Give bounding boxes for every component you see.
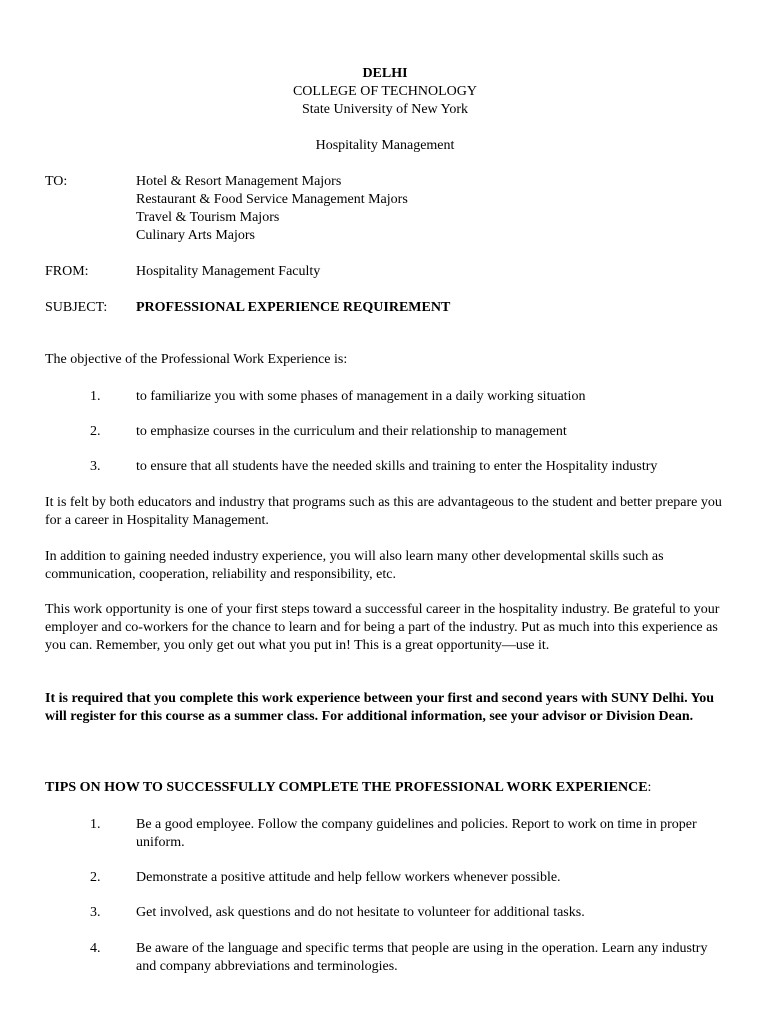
tip-number: 1. [90,817,101,832]
tips-heading-colon: : [647,780,652,795]
paragraph: In addition to gaining needed industry experience, you will also learn many other developmental skills such as communication, cooperation, reliability and responsibility, etc. [45,549,664,582]
requirement-paragraph: It is required that you complete this work experience between your first and second years with SUNY Delhi. You will register for this course as a summer class. For additional information, see your advisor or Division Dean. [45,691,714,724]
objective-text: to ensure that all students have the needed skills and training to enter the Hospitality industry [136,459,658,474]
tips-heading-text: TIPS ON HOW TO SUCCESSFULLY COMPLETE THE PROFESSIONAL WORK EXPERIENCE [45,780,648,795]
tip-text: Demonstrate a positive attitude and help fellow workers whenever possible. [136,870,561,885]
institution-name: DELHI [362,66,408,81]
tip-text: Be aware of the language and specific terms that people are using in the operation. Learn any industry and company abbreviations and terminologies. [136,941,708,974]
to-line: Culinary Arts Majors [136,228,255,243]
to-line: Hotel & Resort Management Majors [136,174,342,189]
tip-number: 4. [90,941,101,956]
tip-text: Get involved, ask questions and do not hesitate to volunteer for additional tasks. [136,905,585,920]
from-label: FROM: [45,264,89,279]
to-label: TO: [45,174,68,189]
paragraph: This work opportunity is one of your first steps toward a successful career in the hospitality industry. Be grateful to your employer and co-workers for the chance to learn and for being a part of the industry. Put as much into this experience as you can. Remember, you only get out what you put in! This is a great opportunity—use it. [45,602,720,653]
from-value: Hospitality Management Faculty [136,264,321,279]
to-line: Restaurant & Food Service Management Majors [136,192,408,207]
college-name: COLLEGE OF TECHNOLOGY [292,84,478,99]
paragraph: It is felt by both educators and industry that programs such as this are advantageous to the student and better prepare you for a career in Hospitality Management. [45,495,722,528]
tip-number: 2. [90,870,101,885]
to-line: Travel & Tourism Majors [136,210,280,225]
subject-value: PROFESSIONAL EXPERIENCE REQUIREMENT [136,300,451,315]
objective-number: 1. [90,389,101,404]
objective-text: to emphasize courses in the curriculum and their relationship to management [136,424,567,439]
university-name: State University of New York [301,102,469,117]
tip-number: 3. [90,905,101,920]
objective-text: to familiarize you with some phases of management in a daily working situation [136,389,586,404]
objective-number: 3. [90,459,101,474]
objective-intro: The objective of the Professional Work Experience is: [45,352,348,367]
subject-label: SUBJECT: [45,300,108,315]
objective-number: 2. [90,424,101,439]
tip-text: Be a good employee. Follow the company guidelines and policies. Report to work on time in proper uniform. [136,817,697,850]
department-name: Hospitality Management [315,138,455,153]
tips-heading [45,779,651,797]
